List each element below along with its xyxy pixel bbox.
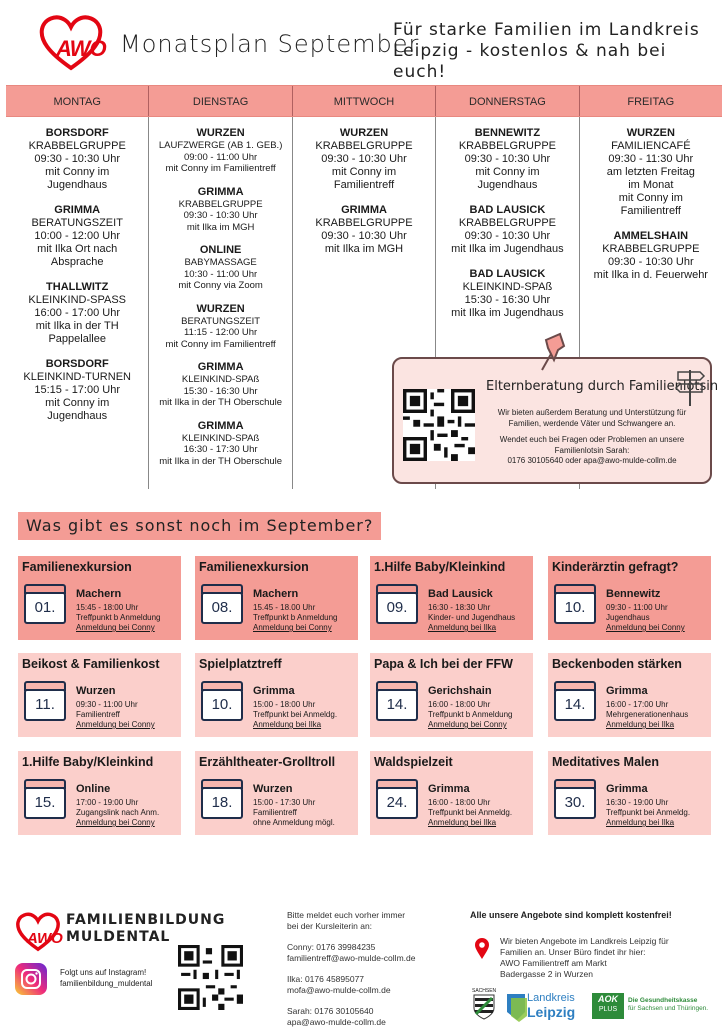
event-detail: 16:30 - 19:00 Uhr	[606, 798, 669, 807]
entry-detail: 09:30 - 10:30 Uhr	[464, 153, 551, 165]
entry-location: GRIMMA	[54, 204, 101, 216]
day-column-montag	[6, 117, 149, 489]
event-place: Grimma	[253, 685, 295, 697]
entry-detail: mit Ilka in der TH	[35, 320, 119, 332]
calendar-icon	[554, 584, 596, 624]
beratung-paragraph	[482, 435, 702, 467]
landkreis-leipzig-logo	[505, 992, 585, 1022]
event-title: Kinderärztin gefragt?	[552, 560, 679, 574]
entry-detail: mit Ilka im MGH	[324, 243, 404, 255]
sachsen-coat-of-arms-icon	[473, 994, 495, 1020]
schedule-entry	[149, 361, 291, 409]
gesundheitskasse-text	[628, 997, 724, 1013]
event-title: Familienexkursion	[199, 560, 309, 574]
day-header-dienstag: DIENSTAG	[149, 86, 292, 116]
event-detail: 15:00 - 17:30 Uhr	[253, 798, 316, 807]
entry-detail: mit Conny im	[331, 166, 397, 178]
entry-detail: mit Conny im	[475, 166, 540, 178]
calendar-icon	[376, 779, 418, 819]
contact-line: bei der Kursleiterin an:	[287, 921, 373, 931]
awo-logo-text: AWO	[56, 36, 106, 61]
schedule-entry	[580, 127, 722, 218]
event-place: Bad Lausick	[428, 588, 493, 600]
event-place: Bennewitz	[606, 588, 661, 600]
schedule-entry	[6, 358, 148, 423]
entry-detail: mit Ilka Ort nach	[37, 243, 118, 255]
entry-detail: 15:30 - 16:30 Uhr	[183, 385, 258, 397]
registration-link[interactable]: Anmeldung bei Conny	[76, 623, 155, 632]
entry-detail: KRABBELGRUPPE	[458, 140, 557, 152]
day-column-dienstag	[149, 117, 292, 489]
event-card	[370, 556, 533, 640]
schedule-entry	[149, 420, 291, 468]
entry-detail: 11:15 - 12:00 Uhr	[183, 327, 258, 338]
entry-detail: KLEINKIND-SPAß	[181, 374, 260, 385]
event-place: Online	[76, 783, 111, 795]
event-date: 10.	[564, 599, 586, 616]
instagram-handle[interactable]: familienbildung_muldental	[60, 979, 153, 988]
entry-detail: 09:30 - 10:30 Uhr	[464, 230, 551, 242]
entry-location: GRIMMA	[341, 204, 387, 216]
entry-detail: mit Ilka im MGH	[186, 221, 255, 233]
event-card	[195, 751, 358, 835]
entry-detail: Familientreff	[333, 179, 395, 191]
registration-link[interactable]: Anmeldung bei Conny	[428, 720, 507, 729]
event-title: Beckenboden stärken	[552, 657, 682, 671]
entry-location: THALLWITZ	[46, 281, 109, 293]
entry-detail: KRABBELGRUPPE	[28, 140, 126, 152]
aok-label: AOK	[598, 994, 618, 1004]
entry-detail: 10:30 - 11:00 Uhr	[183, 268, 258, 280]
event-title: Beikost & Familienkost	[22, 657, 160, 671]
event-place: Grimma	[606, 685, 648, 697]
aok-plus-label: PLUS	[598, 1006, 618, 1013]
registration-link[interactable]: Anmeldung bei Ilka	[428, 818, 497, 827]
contact-info	[287, 910, 457, 1030]
schedule-entry	[293, 127, 435, 192]
calendar-icon	[24, 681, 66, 721]
registration-link[interactable]: Anmeldung bei Ilka	[428, 623, 497, 632]
registration-link[interactable]: Anmeldung bei Conny	[76, 720, 155, 729]
entry-detail: 15:30 - 16:30 Uhr	[464, 294, 551, 306]
entry-detail: 16:00 - 17:00 Uhr	[34, 307, 121, 319]
entry-detail: Jugendhaus	[47, 410, 108, 422]
event-detail: 16:30 - 18:30 Uhr	[428, 603, 491, 612]
schedule-entry	[149, 186, 291, 234]
page-title: Monatsplan September	[120, 30, 420, 58]
contact-phone[interactable]: Sarah: 0176 30105640	[287, 1006, 374, 1016]
event-date: 30.	[564, 794, 586, 811]
brand-line: FAMILIENBILDUNG	[66, 912, 226, 928]
event-card	[548, 653, 711, 737]
schedule-entry	[580, 230, 722, 282]
day-header-montag: MONTAG	[6, 86, 149, 116]
event-date: 14.	[564, 696, 586, 713]
event-detail: ohne Anmeldung mögl.	[253, 818, 335, 827]
entry-detail: mit Ilka in d. Feuerwehr	[593, 269, 708, 281]
event-detail: 09:30 - 11:00 Uhr	[76, 700, 138, 709]
header	[0, 0, 728, 84]
beratung-paragraph: Wir bieten außerdem Beratung und Unterstützung für Familien, werdende Väter und Schwangere an.	[497, 408, 687, 428]
entry-location: GRIMMA	[197, 419, 244, 432]
event-title: Papa & Ich bei der FFW	[374, 657, 513, 671]
entry-detail: BABYMASSAGE	[184, 257, 257, 268]
event-title: 1.Hilfe Baby/Kleinkind	[22, 755, 154, 769]
registration-link[interactable]: Anmeldung bei Ilka	[606, 818, 675, 827]
entry-location: AMMELSHAIN	[613, 230, 689, 242]
event-card	[370, 751, 533, 835]
event-place: Machern	[253, 588, 299, 600]
entry-detail: 15:15 - 17:00 Uhr	[34, 384, 121, 396]
entry-detail: mit Conny im Familientreff	[165, 338, 276, 350]
event-detail: 16:00 - 18:00 Uhr	[428, 700, 491, 709]
schedule-entry	[293, 204, 435, 256]
event-detail: Mehrgenerationenhaus	[606, 710, 689, 719]
calendar-icon	[24, 779, 66, 819]
calendar-icon	[24, 584, 66, 624]
entry-location: WURZEN	[339, 127, 389, 139]
entry-detail: KRABBELGRUPPE	[315, 140, 413, 152]
entry-detail: 09:30 - 10:30 Uhr	[608, 256, 694, 268]
entry-detail: BERATUNGSZEIT	[31, 217, 123, 229]
event-detail: 16:00 - 18:00 Uhr	[428, 798, 491, 807]
event-title: Meditatives Malen	[552, 755, 659, 769]
beratung-contact-intro: Wendet euch bei Fragen oder Problemen an unsere Familienlotsin Sarah:	[499, 435, 685, 455]
calendar-icon	[554, 681, 596, 721]
map-pin-icon	[474, 938, 490, 960]
entry-location: BAD LAUSICK	[469, 204, 546, 216]
contact-intro	[287, 910, 457, 932]
event-card	[18, 653, 181, 737]
entry-detail: LAUFZWERGE (AB 1. GEB.)	[158, 140, 283, 151]
signpost-icon	[672, 364, 708, 408]
instagram-text	[60, 967, 153, 989]
entry-detail: 09:30 - 10:30 Uhr	[321, 230, 407, 242]
schedule-entry	[6, 127, 148, 192]
event-detail: 15.45 - 18.00 Uhr	[253, 603, 316, 612]
entry-detail: KLEINKIND-SPAß	[181, 432, 260, 444]
leipzig-label: Leipzig	[527, 1004, 576, 1020]
event-detail: Treffpunkt bei Anmeldg.	[428, 808, 513, 817]
event-detail: Familientreff	[253, 808, 297, 817]
entry-location: WURZEN	[196, 127, 245, 139]
calendar-icon	[554, 779, 596, 819]
contact-ilka	[287, 974, 457, 996]
brand-line: MULDENTAL	[66, 929, 171, 945]
contact-email[interactable]: mofa@awo-mulde-collm.de	[287, 985, 391, 995]
contact-sarah	[287, 1006, 457, 1028]
event-date: 10.	[211, 696, 233, 713]
sachsen-logo	[472, 988, 496, 1022]
entry-detail: 09:30 - 10:30 Uhr	[34, 153, 121, 165]
entry-detail: KLEINKIND-SPASS	[28, 294, 126, 306]
schedule-entry	[436, 204, 578, 256]
entry-detail: FAMILIENCAFÉ	[611, 140, 691, 152]
office-line: AWO Familientreff am Markt	[500, 958, 607, 968]
calendar-icon	[201, 584, 243, 624]
entry-detail: mit Conny im	[45, 397, 110, 409]
entry-detail: Familientreff	[620, 205, 681, 217]
event-place: Wurzen	[253, 783, 293, 795]
contact-line: Bitte meldet euch vorher immer	[287, 910, 406, 920]
weekday-header-bar	[6, 85, 722, 117]
calendar-icon	[376, 584, 418, 624]
event-title: Familienexkursion	[22, 560, 132, 574]
registration-link[interactable]: Anmeldung bei Conny	[76, 818, 155, 827]
schedule-entry	[149, 303, 291, 351]
entry-detail: 10:00 - 12:00 Uhr	[34, 230, 121, 242]
contact-email[interactable]: familientreff@awo-mulde-collm.de	[287, 953, 416, 963]
entry-detail: am letzten Freitag	[606, 166, 695, 178]
event-detail: Treffpunkt bei Anmeldg.	[253, 710, 338, 719]
event-detail: Jugendhaus	[606, 613, 650, 622]
entry-detail: mit Ilka in der TH Oberschule	[159, 455, 283, 467]
entry-detail: KRABBELGRUPPE	[315, 217, 413, 229]
event-card	[18, 751, 181, 835]
event-date: 14.	[386, 696, 408, 713]
event-detail: 16:00 - 17:00 Uhr	[606, 700, 669, 709]
event-date: 09.	[386, 599, 408, 616]
event-title: Spielplatztreff	[199, 657, 282, 671]
entry-detail: KRABBELGRUPPE	[602, 243, 700, 255]
event-place: Gerichshain	[428, 685, 492, 697]
event-detail: 15:00 - 18:00 Uhr	[253, 700, 316, 709]
schedule-entry	[436, 268, 578, 320]
event-title: 1.Hilfe Baby/Kleinkind	[374, 560, 506, 574]
event-detail: Treffpunkt b Anmeldung	[76, 613, 161, 622]
event-detail: Zugangslink nach Anm.	[76, 808, 160, 817]
entry-location: BAD LAUSICK	[469, 268, 546, 280]
registration-link[interactable]: Anmeldung bei Ilka	[606, 720, 675, 729]
event-date: 18.	[211, 794, 233, 811]
landkreis-label: Landkreis	[527, 992, 575, 1004]
entry-detail: Jugendhaus	[477, 179, 538, 191]
entry-detail: mit Ilka in der TH Oberschule	[159, 397, 283, 408]
event-title: Waldspielzeit	[374, 755, 453, 769]
event-card	[548, 556, 711, 640]
entry-detail: mit Ilka im Jugendhaus	[451, 307, 564, 319]
event-detail: Familientreff	[76, 710, 120, 719]
entry-detail: KLEINKIND-TURNEN	[23, 371, 131, 383]
entry-location: BORSDORF	[45, 358, 109, 370]
entry-detail: Absprache	[50, 256, 104, 268]
entry-location: GRIMMA	[197, 361, 244, 373]
event-card	[195, 653, 358, 737]
event-date: 01.	[34, 599, 56, 616]
beratung-title: Elternberatung durch Familienlotsin	[486, 379, 719, 394]
event-place: Machern	[76, 588, 122, 600]
pushpin-icon	[538, 330, 574, 374]
schedule-entry	[149, 244, 291, 292]
office-line: Badergasse 2 in Wurzen	[500, 969, 593, 979]
entry-detail: KRABBELGRUPPE	[178, 198, 263, 210]
instagram-cta: Folgt uns auf Instagram!	[60, 968, 147, 977]
schedule-entry	[149, 127, 291, 175]
entry-detail: 09:30 - 10:30 Uhr	[321, 153, 407, 165]
registration-link[interactable]: Anmeldung bei Ilka	[253, 720, 322, 729]
event-date: 15.	[34, 794, 56, 811]
contact-phone[interactable]: Conny: 0176 39984235	[287, 942, 376, 952]
awo-logo-text: AWO	[27, 930, 63, 947]
office-line: Wir bieten Angebote im Landkreis Leipzig für	[500, 936, 669, 946]
calendar-icon	[201, 779, 243, 819]
event-detail: Treffpunkt b Anmeldung	[428, 710, 513, 719]
contact-phone[interactable]: Ilka: 0176 45895077	[287, 974, 365, 984]
event-detail: 15:45 - 18:00 Uhr	[76, 603, 139, 612]
entry-location: WURZEN	[196, 302, 245, 315]
event-detail: 17:00 - 19:00 Uhr	[76, 798, 139, 807]
sachsen-label: SACHSEN	[472, 988, 497, 994]
free-notice: Alle unsere Angebote sind komplett kostenfrei!	[470, 910, 672, 920]
entry-location: BENNEWITZ	[474, 127, 541, 139]
entry-location: ONLINE	[199, 244, 242, 256]
beratung-body	[482, 408, 702, 473]
contact-email[interactable]: apa@awo-mulde-collm.de	[287, 1017, 386, 1027]
event-card	[18, 556, 181, 640]
entry-location: GRIMMA	[197, 185, 244, 198]
entry-location: BORSDORF	[45, 127, 109, 139]
event-detail: Treffpunkt bei Anmeldg.	[606, 808, 691, 817]
entry-detail: Jugendhaus	[47, 179, 108, 191]
event-card	[195, 556, 358, 640]
office-line: Familien an. Unser Büro findet ihr hier:	[500, 947, 646, 957]
event-place: Grimma	[606, 783, 648, 795]
entry-detail: mit Conny via Zoom	[178, 280, 263, 291]
schedule-entry	[6, 204, 148, 269]
entry-detail: mit Conny im	[45, 166, 110, 178]
registration-link[interactable]: Anmeldung bei Conny	[606, 623, 685, 632]
event-place: Grimma	[428, 783, 470, 795]
gesundheitskasse-line: Die Gesundheitskasse	[628, 997, 698, 1004]
instagram-icon[interactable]	[15, 963, 47, 995]
event-title: Erzähltheater-Grolltroll	[199, 755, 336, 769]
gesundheitskasse-line: für Sachsen und Thüringen.	[628, 1005, 709, 1012]
entry-location: WURZEN	[626, 127, 675, 139]
calendar-icon	[201, 681, 243, 721]
brand-name	[66, 912, 225, 946]
entry-detail: im Monat	[628, 179, 674, 191]
event-card	[548, 751, 711, 835]
entry-detail: 09:00 - 11:00 Uhr	[183, 151, 258, 163]
entry-detail: BERATUNGSZEIT	[181, 315, 261, 327]
event-detail: Treffpunkt b Anmeldung	[253, 613, 338, 622]
entry-detail: mit Ilka im Jugendhaus	[451, 243, 564, 255]
day-header-freitag: FREITAG	[627, 96, 675, 108]
event-date: 08.	[211, 599, 233, 616]
entry-detail: Pappelallee	[48, 333, 106, 345]
entry-detail: mit Conny im	[618, 192, 683, 204]
entry-detail: 09:30 - 11:30 Uhr	[608, 153, 694, 165]
day-header-donnerstag: DONNERSTAG	[436, 86, 579, 116]
registration-link[interactable]: Anmeldung bei Conny	[253, 623, 332, 632]
event-place: Wurzen	[76, 685, 116, 697]
aok-logo	[592, 993, 624, 1019]
event-date: 24.	[386, 794, 408, 811]
calendar-icon	[376, 681, 418, 721]
event-date: 11.	[35, 696, 55, 713]
day-header-mittwoch: MITTWOCH	[293, 86, 436, 116]
contact-conny	[287, 942, 457, 964]
section-title: Was gibt es sonst noch im September?	[18, 512, 381, 540]
event-detail: 09:30 - 11:00 Uhr	[606, 603, 668, 612]
entry-detail: KLEINKIND-SPAß	[462, 281, 553, 293]
entry-detail: 09:30 - 10:30 Uhr	[183, 210, 258, 221]
schedule-entry	[436, 127, 578, 192]
entry-detail: 16:30 - 17:30 Uhr	[183, 444, 258, 455]
office-info	[500, 936, 710, 980]
qr-code-icon	[403, 389, 475, 461]
qr-code-icon	[178, 945, 243, 1010]
entry-detail: KRABBELGRUPPE	[458, 217, 557, 229]
event-detail: Kinder- und Jugendhaus	[428, 613, 516, 622]
schedule-entry	[6, 281, 148, 346]
tagline: Für starke Familien im Landkreis Leipzig - kostenlos & nah bei euch!	[393, 20, 700, 82]
beratung-contact[interactable]: 0176 30105640 oder apa@awo-mulde-collm.de	[507, 456, 677, 465]
landkreis-emblem-icon	[505, 992, 529, 1022]
entry-detail: mit Conny im Familientreff	[165, 163, 276, 174]
event-card	[370, 653, 533, 737]
